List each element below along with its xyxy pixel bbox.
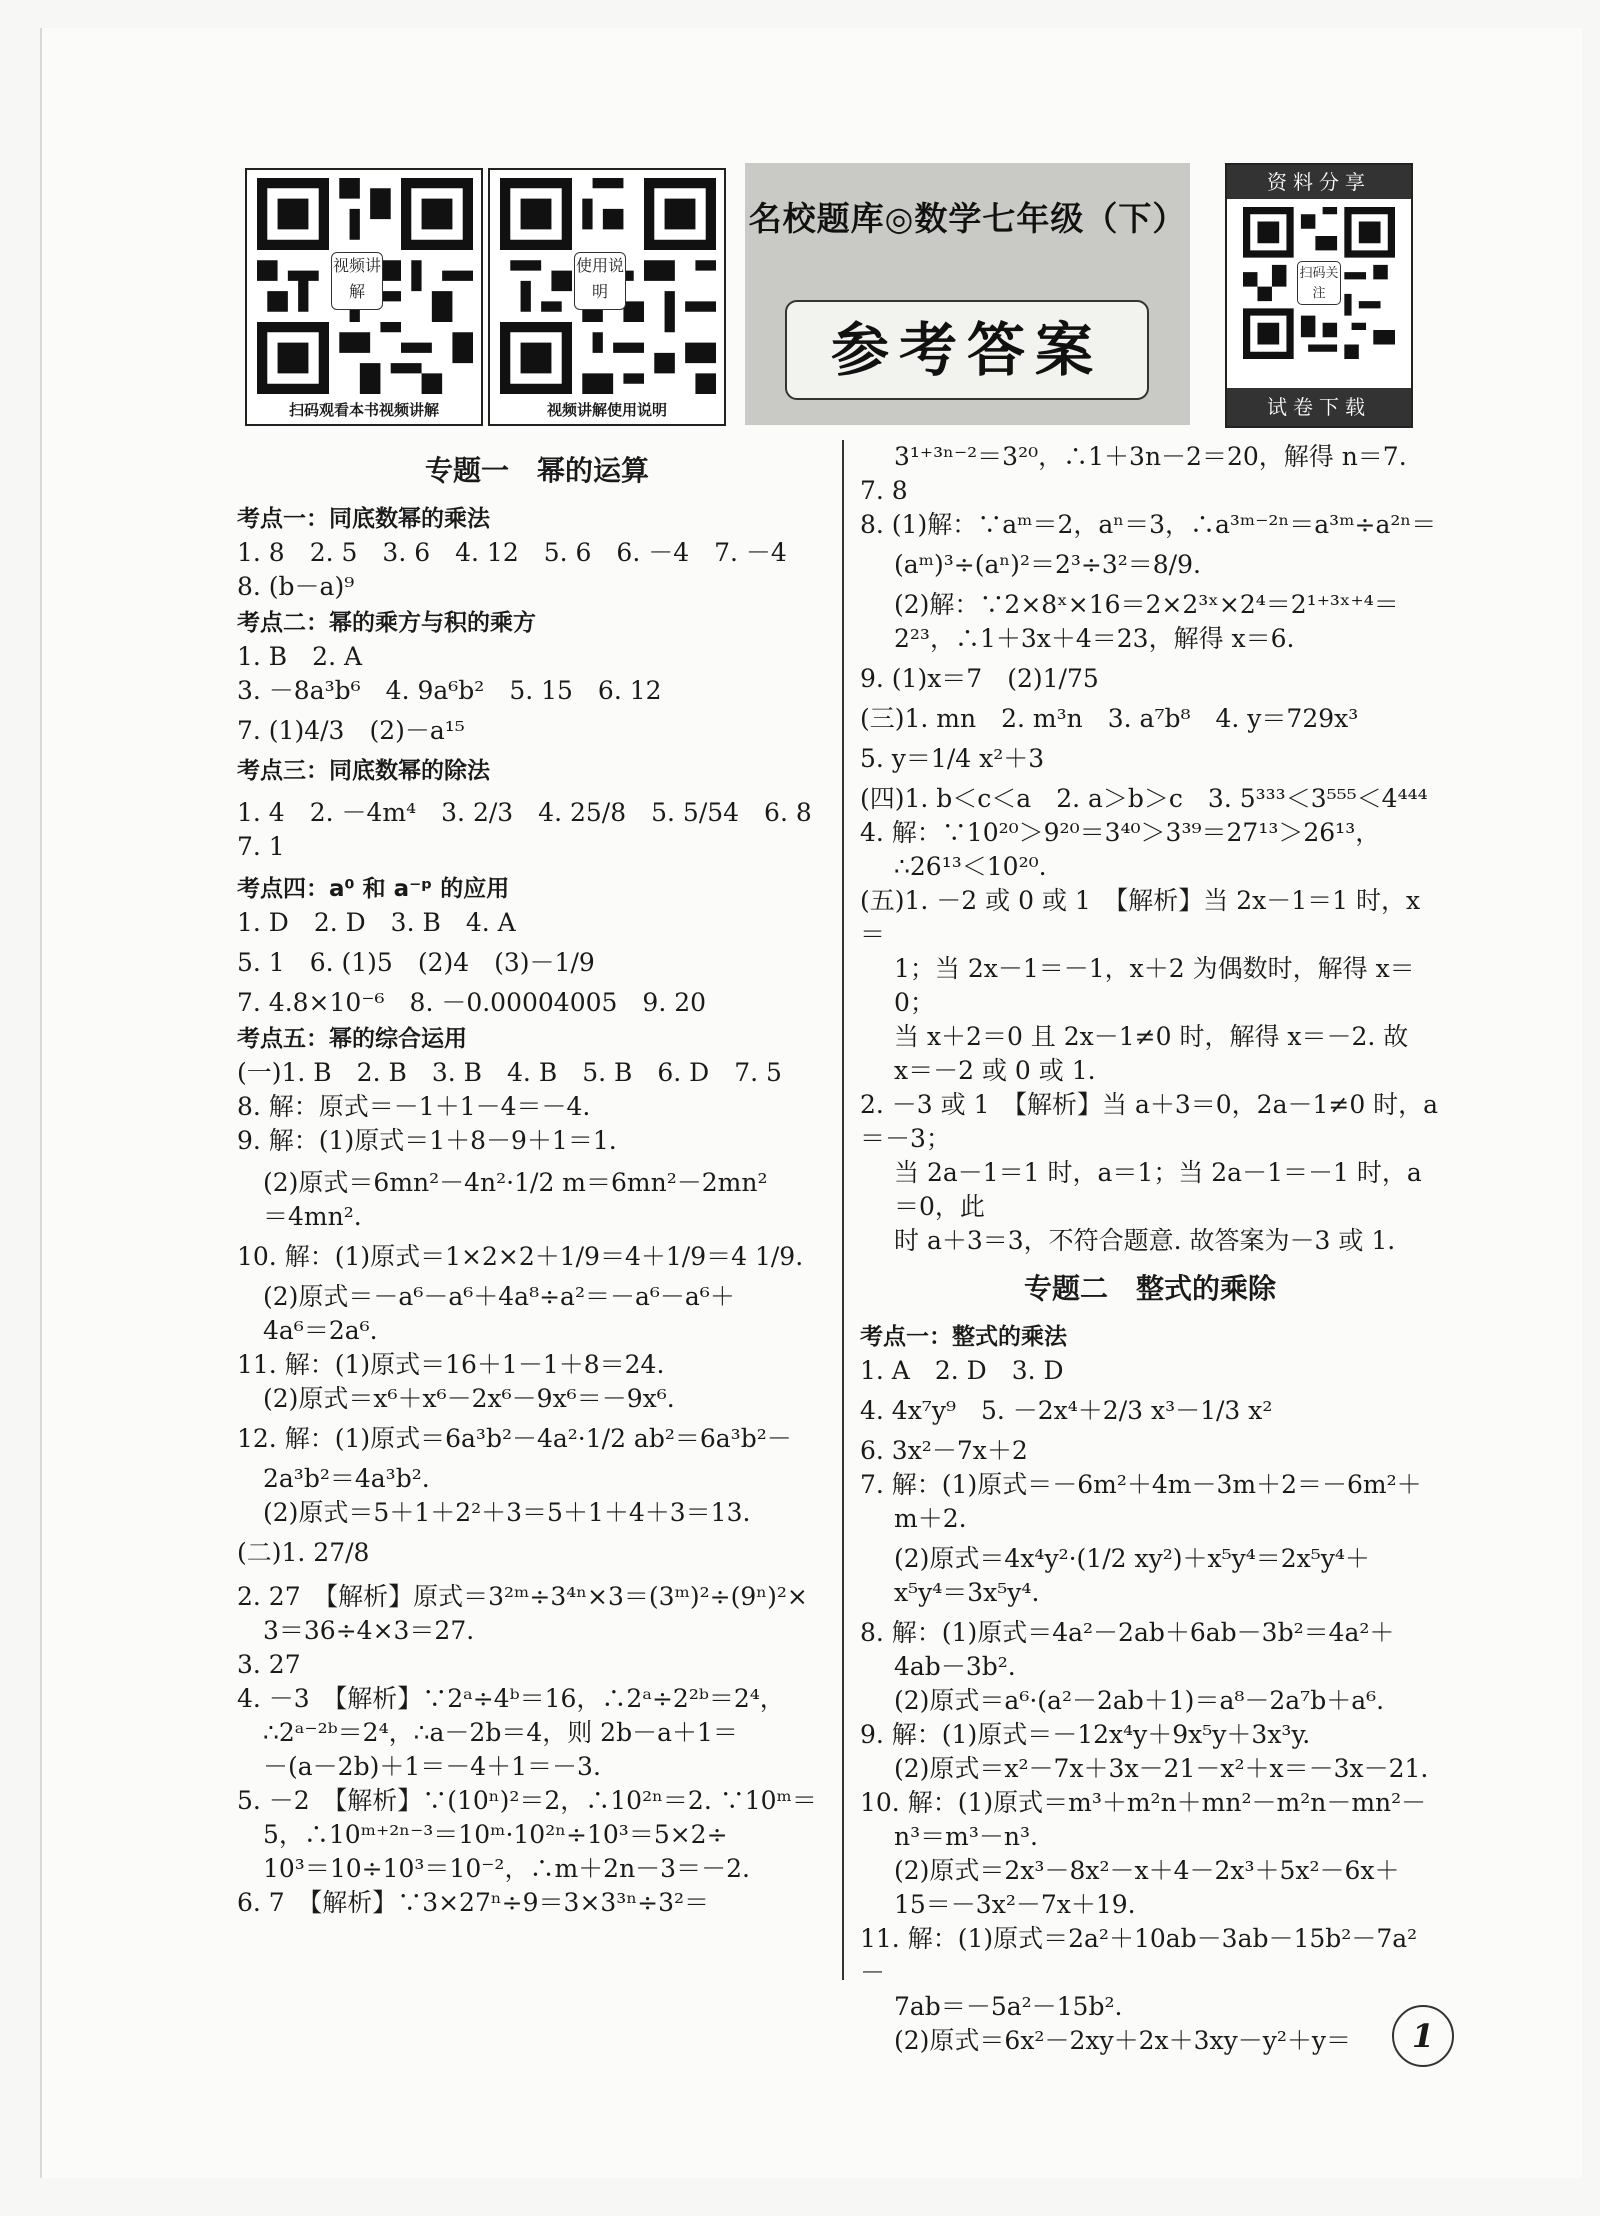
answer-line: (五)1. －2 或 0 或 1 【解析】当 2x－1＝1 时，x＝ [860, 886, 1421, 949]
answer-line: 4. 4x⁷y⁹ 5. －2x⁴＋2/3 x³－1/3 x² [860, 1396, 1273, 1425]
answer-line: ∴2ᵃ⁻²ᵇ＝2⁴，∴a－2b＝4，则 2b－a＋1＝ [263, 1718, 738, 1747]
right-column [860, 440, 1440, 2058]
answer-line: 4ab－3b². [894, 1652, 1016, 1681]
answer-line: (aᵐ)³÷(aⁿ)²＝2³÷3²＝8/9. [894, 550, 1201, 579]
qr-badge: 视频讲解 [331, 252, 383, 310]
share-header: 资料分享 [1227, 165, 1411, 199]
answer-line: 8. 解：(1)原式＝4a²－2ab＋6ab－3b²＝4a²＋ [860, 1618, 1395, 1647]
answer-line: 8. 解：原式＝－1＋1－4＝－4. [237, 1092, 591, 1121]
answer-line: (2)原式＝6x²－2xy＋2x＋3xy－y²＋y＝ [894, 2026, 1351, 2055]
answer-line: 5. y＝1/4 x²＋3 [860, 744, 1045, 773]
answer-line: (2)原式＝4x⁴y²·(1/2 xy²)＋x⁵y⁴＝2x⁵y⁴＋ [894, 1544, 1370, 1573]
section-title: 专题二 整式的乘除 [1023, 1272, 1276, 1305]
answer-line: (2)解：∵2×8ˣ×16＝2×2³ˣ×2⁴＝2¹⁺³ˣ⁺⁴＝ [894, 590, 1399, 619]
answer-line: (2)原式＝x²－7x＋3x－21－x²＋x＝－3x－21. [894, 1754, 1429, 1783]
share-qr-card[interactable] [1225, 163, 1413, 428]
answer-line: 1. 4 2. －4m⁴ 3. 2/3 4. 25/8 5. 5/54 6. 8 7. 1 [237, 798, 837, 861]
video-qr-card[interactable] [245, 168, 483, 426]
answer-line: 4a⁶＝2a⁶. [263, 1316, 378, 1345]
answer-line: 5. 1 6. (1)5 (2)4 (3)－1/9 [237, 948, 595, 977]
answer-line: (二)1. 27/8 [237, 1538, 370, 1567]
answer-line: 9. (1)x＝7 (2)1/75 [860, 664, 1099, 693]
answer-line: 3＝36÷4×3＝27. [263, 1616, 475, 1645]
topic-heading: 考点一：整式的乘法 [860, 1324, 1067, 1350]
answer-key-title: 参考答案 [785, 300, 1149, 400]
answer-line: 1. D 2. D 3. B 4. A [237, 908, 516, 937]
topic-heading: 考点三：同底数幂的除法 [237, 758, 490, 784]
answer-line: (2)原式＝6mn²－4n²·1/2 m＝6mn²－2mn² [263, 1168, 768, 1197]
answer-line: 11. 解：(1)原式＝2a²＋10ab－3ab－15b²－7a²－ [860, 1924, 1418, 1987]
answer-line: 3. －8a³b⁶ 4. 9a⁶b² 5. 15 6. 12 [237, 676, 662, 705]
page-number: 1 [1392, 2005, 1454, 2067]
usage-qr-card[interactable] [488, 168, 726, 426]
section-title: 专题一 幂的运算 [424, 454, 649, 487]
qr-badge: 扫码关注 [1297, 261, 1341, 305]
answer-line: 8. (b－a)⁹ [237, 572, 355, 601]
answer-line: m＋2. [894, 1504, 967, 1533]
answer-line: ∴26¹³＜10²⁰. [894, 852, 1047, 881]
answer-line: 2. 27 【解析】原式＝3²ᵐ÷3⁴ⁿ×3＝(3ᵐ)²÷(9ⁿ)²× [237, 1582, 808, 1611]
answer-line: 10. 解：(1)原式＝m³＋m²n＋mn²－m²n－mn²－ [860, 1788, 1427, 1817]
answer-line: (2)原式＝5＋1＋2²＋3＝5＋1＋4＋3＝13. [263, 1498, 751, 1527]
answer-line: (2)原式＝x⁶＋x⁶－2x⁶－9x⁶＝－9x⁶. [263, 1384, 675, 1413]
topic-heading: 考点一：同底数幂的乘法 [237, 506, 490, 532]
answer-line: 10³＝10÷10³＝10⁻²，∴m＋2n－3＝－2. [263, 1854, 750, 1883]
answer-line: 2. －3 或 1 【解析】当 a＋3＝0，2a－1≠0 时，a＝－3； [860, 1090, 1439, 1153]
answer-line: 3¹⁺³ⁿ⁻²＝3²⁰，∴1＋3n－2＝20，解得 n＝7. [894, 442, 1407, 471]
book-title: 名校题库◎数学七年级（下） [748, 199, 1187, 238]
answer-line: 8. (1)解：∵aᵐ＝2，aⁿ＝3，∴a³ᵐ⁻²ⁿ＝a³ᵐ÷a²ⁿ＝ [860, 510, 1437, 539]
answer-line: (2)原式＝－a⁶－a⁶＋4a⁸÷a²＝－a⁶－a⁶＋ [263, 1282, 735, 1311]
answer-line: 7. 解：(1)原式＝－6m²＋4m－3m＋2＝－6m²＋ [860, 1470, 1422, 1499]
answer-line: 3. 27 [237, 1650, 301, 1679]
answer-line: 7ab＝－5a²－15b². [894, 1992, 1123, 2021]
answer-line: －(a－2b)＋1＝－4＋1＝－3. [263, 1752, 601, 1781]
answer-line: 1. B 2. A [237, 642, 363, 671]
title-banner [745, 163, 1190, 425]
topic-heading: 考点四：a⁰ 和 a⁻ᵖ 的应用 [237, 876, 510, 902]
answer-line: 15＝－3x²－7x＋19. [894, 1890, 1136, 1919]
answer-line: 当 x＋2＝0 且 2x－1≠0 时，解得 x＝－2. 故 [894, 1022, 1409, 1051]
answer-line: 1；当 2x－1＝－1，x＋2 为偶数时，解得 x＝0； [894, 954, 1415, 1017]
answer-line: 6. 7 【解析】∵3×27ⁿ÷9＝3×3³ⁿ÷3²＝ [237, 1888, 710, 1917]
answer-line: x＝－2 或 0 或 1. [894, 1056, 1096, 1085]
answer-line: 时 a＋3＝3，不符合题意. 故答案为－3 或 1. [894, 1226, 1396, 1255]
answer-line: 5，∴10ᵐ⁺²ⁿ⁻³＝10ᵐ·10²ⁿ÷10³＝5×2÷ [263, 1820, 728, 1849]
answer-line: 7. 8 [860, 476, 908, 505]
answer-line: 4. 解：∵10²⁰＞9²⁰＝3⁴⁰＞3³⁹＝27¹³＞26¹³， [860, 818, 1381, 847]
qr-caption: 视频讲解使用说明 [546, 401, 667, 419]
share-footer: 试卷下载 [1227, 388, 1411, 426]
answer-line: x⁵y⁴＝3x⁵y⁴. [894, 1578, 1040, 1607]
answer-line: (三)1. mn 2. m³n 3. a⁷b⁸ 4. y＝729x³ [860, 704, 1359, 733]
answer-line: 2²³，∴1＋3x＋4＝23，解得 x＝6. [894, 624, 1295, 653]
answer-line: (一)1. B 2. B 3. B 4. B 5. B 6. D 7. 5 [237, 1058, 782, 1087]
answer-line: 6. 3x²－7x＋2 [860, 1436, 1028, 1465]
answer-line: 7. 4.8×10⁻⁶ 8. －0.00004005 9. 20 [237, 988, 707, 1017]
answer-line: 9. 解：(1)原式＝－12x⁴y＋9x⁵y＋3x³y. [860, 1720, 1311, 1749]
answer-line: 1. 8 2. 5 3. 6 4. 12 5. 6 6. －4 7. －4 [237, 538, 787, 567]
answer-line: 4. －3 【解析】∵2ᵃ÷4ᵇ＝16，∴2ᵃ÷2²ᵇ＝2⁴， [237, 1684, 785, 1713]
answer-line: 5. －2 【解析】∵(10ⁿ)²＝2，∴10²ⁿ＝2. ∵10ᵐ＝ [237, 1786, 817, 1815]
answer-line: 11. 解：(1)原式＝16＋1－1＋8＝24. [237, 1350, 665, 1379]
answer-line: (四)1. b＜c＜a 2. a＞b＞c 3. 5³³³＜3⁵⁵⁵＜4⁴⁴⁴ [860, 784, 1428, 813]
answer-line: 9. 解：(1)原式＝1＋8－9＋1＝1. [237, 1126, 617, 1155]
answer-line: ＝4mn². [263, 1202, 362, 1231]
qr-caption: 扫码观看本书视频讲解 [288, 401, 439, 419]
answer-line: 2a³b²＝4a³b². [263, 1464, 430, 1493]
answer-line: 当 2a－1＝1 时，a＝1；当 2a－1＝－1 时，a＝0，此 [894, 1158, 1422, 1221]
answer-line: 12. 解：(1)原式＝6a³b²－4a²·1/2 ab²＝6a³b²－ [237, 1424, 792, 1453]
answer-line: 7. (1)4/3 (2)－a¹⁵ [237, 716, 465, 745]
qr-badge: 使用说明 [574, 252, 626, 310]
answer-line: n³＝m³－n³. [894, 1822, 1038, 1851]
topic-heading: 考点二：幂的乘方与积的乘方 [237, 610, 536, 636]
topic-heading: 考点五：幂的综合运用 [237, 1026, 467, 1052]
answer-line: 10. 解：(1)原式＝1×2×2＋1/9＝4＋1/9＝4 1/9. [237, 1242, 804, 1271]
answer-line: (2)原式＝2x³－8x²－x＋4－2x³＋5x²－6x＋ [894, 1856, 1400, 1885]
answer-line: 1. A 2. D 3. D [860, 1356, 1064, 1385]
answer-line: (2)原式＝a⁶·(a²－2ab＋1)＝a⁸－2a⁷b＋a⁶. [894, 1686, 1385, 1715]
column-divider [842, 440, 844, 1980]
left-column [237, 440, 837, 1920]
